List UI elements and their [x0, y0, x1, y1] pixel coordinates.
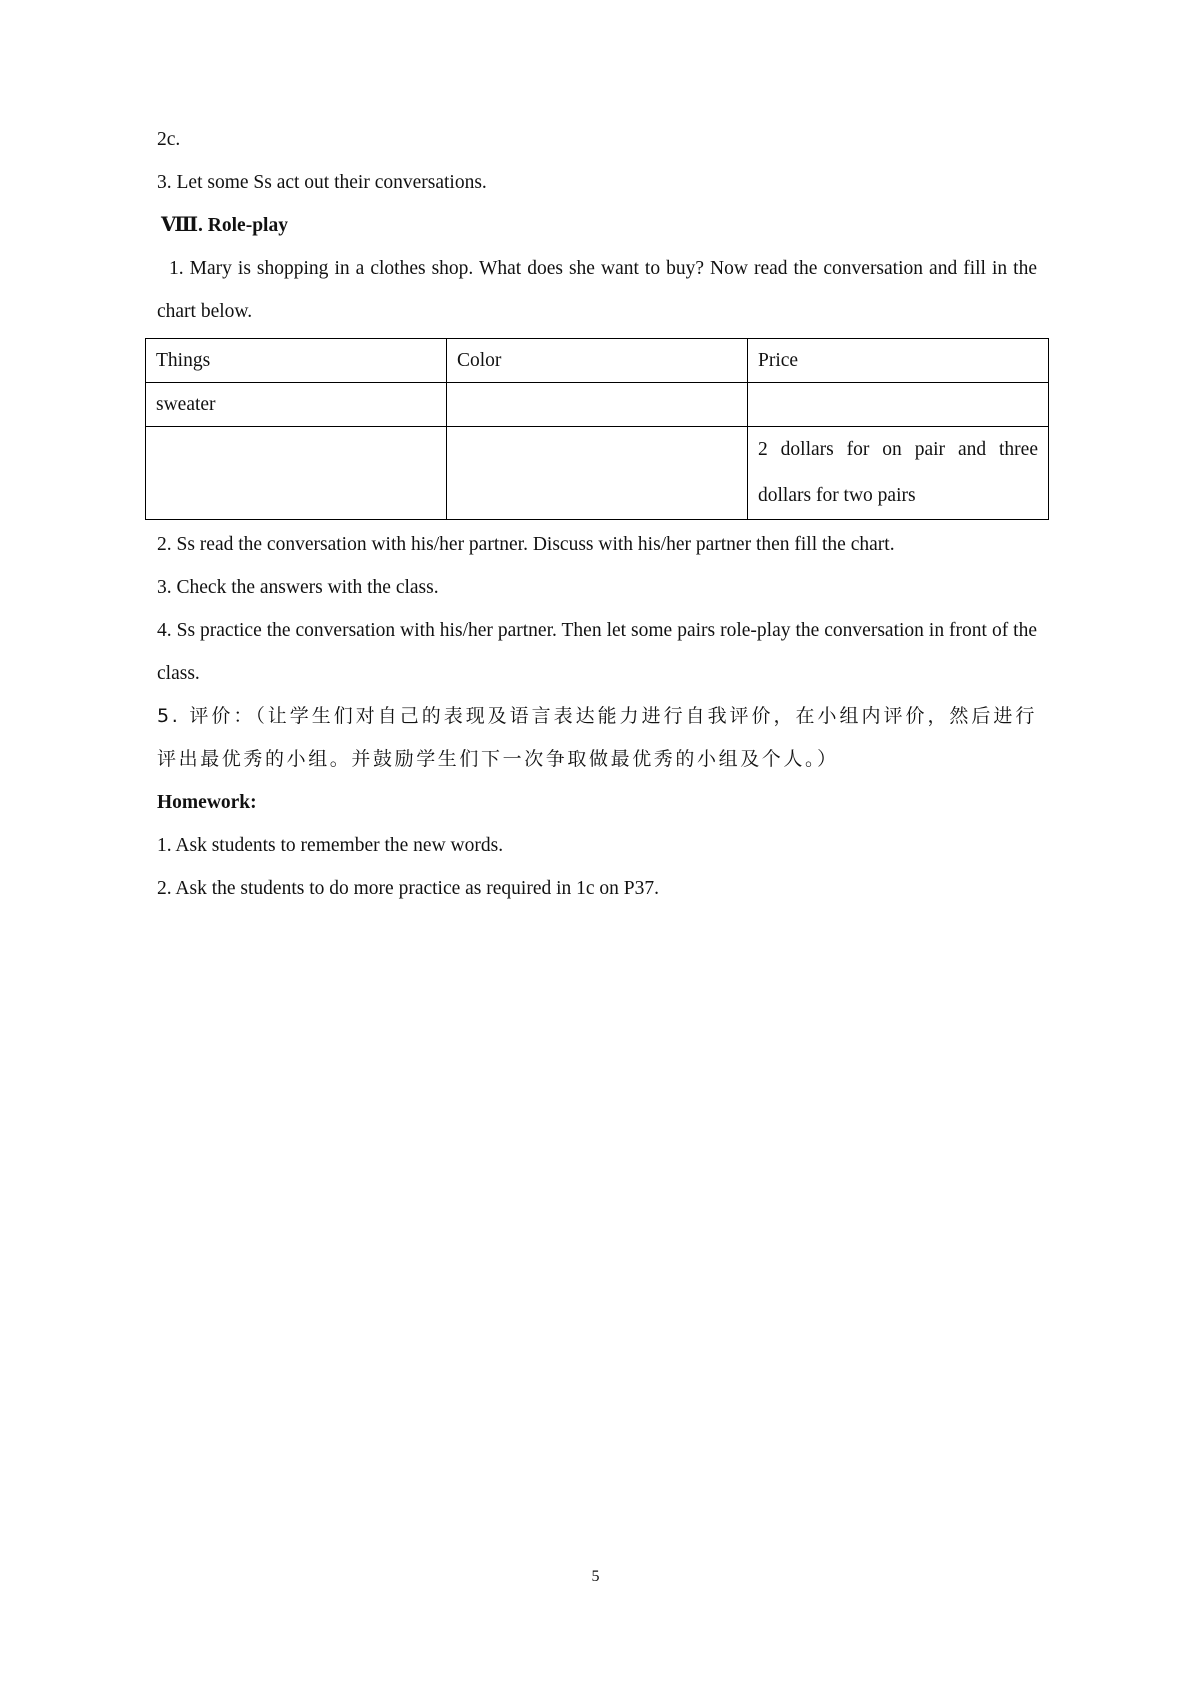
chart-cell-color [447, 427, 748, 520]
chart-header-price: Price [748, 339, 1049, 383]
step-2-text: 2. Ss read the conversation with his/her partner. Discuss with his/her partner then fill the chart. [157, 534, 895, 555]
text-line-act-out: 3. Let some Ss act out their conversations. [157, 172, 487, 193]
chart-cell-price [748, 383, 1049, 427]
chart-header-color: Color [447, 339, 748, 383]
page-content [157, 118, 1037, 910]
chart-row [146, 427, 1049, 520]
step-5-evaluation-text: 5. 评价：（让学生们对自己的表现及语言表达能力进行自我评价，在小组内评价，然后进行评出最优秀的小组。并鼓励学生们下一次争取做最优秀的小组及个人。） [157, 705, 1037, 770]
text-line-2c: 2c. [157, 129, 181, 150]
homework-item-1: 1. Ask students to remember the new words. [157, 835, 504, 856]
chart-cell-color [447, 383, 748, 427]
chart-row [146, 383, 1049, 427]
fill-in-chart [145, 338, 1049, 520]
step-1-text: 1. Mary is shopping in a clothes shop. What does she want to buy? Now read the conversation and fill in the chart below. [157, 258, 1037, 322]
chart-cell-things: sweater [146, 383, 447, 427]
chart-cell-price: 2 dollars for on pair and three dollars for two pairs [748, 427, 1049, 520]
homework-heading: Homework: [157, 792, 257, 813]
homework-item-2: 2. Ask the students to do more practice as required in 1c on P37. [157, 878, 660, 899]
chart-header-things: Things [146, 339, 447, 383]
chart-header-row [146, 339, 1049, 383]
chart-cell-things [146, 427, 447, 520]
step-4-text: 4. Ss practice the conversation with his/her partner. Then let some pairs role-play the conversation in front of the class. [157, 620, 1037, 684]
page-number: 5 [591, 1568, 600, 1585]
step-3-text: 3. Check the answers with the class. [157, 577, 439, 598]
section-heading-role-play: Ⅷ. Role-play [161, 215, 288, 236]
